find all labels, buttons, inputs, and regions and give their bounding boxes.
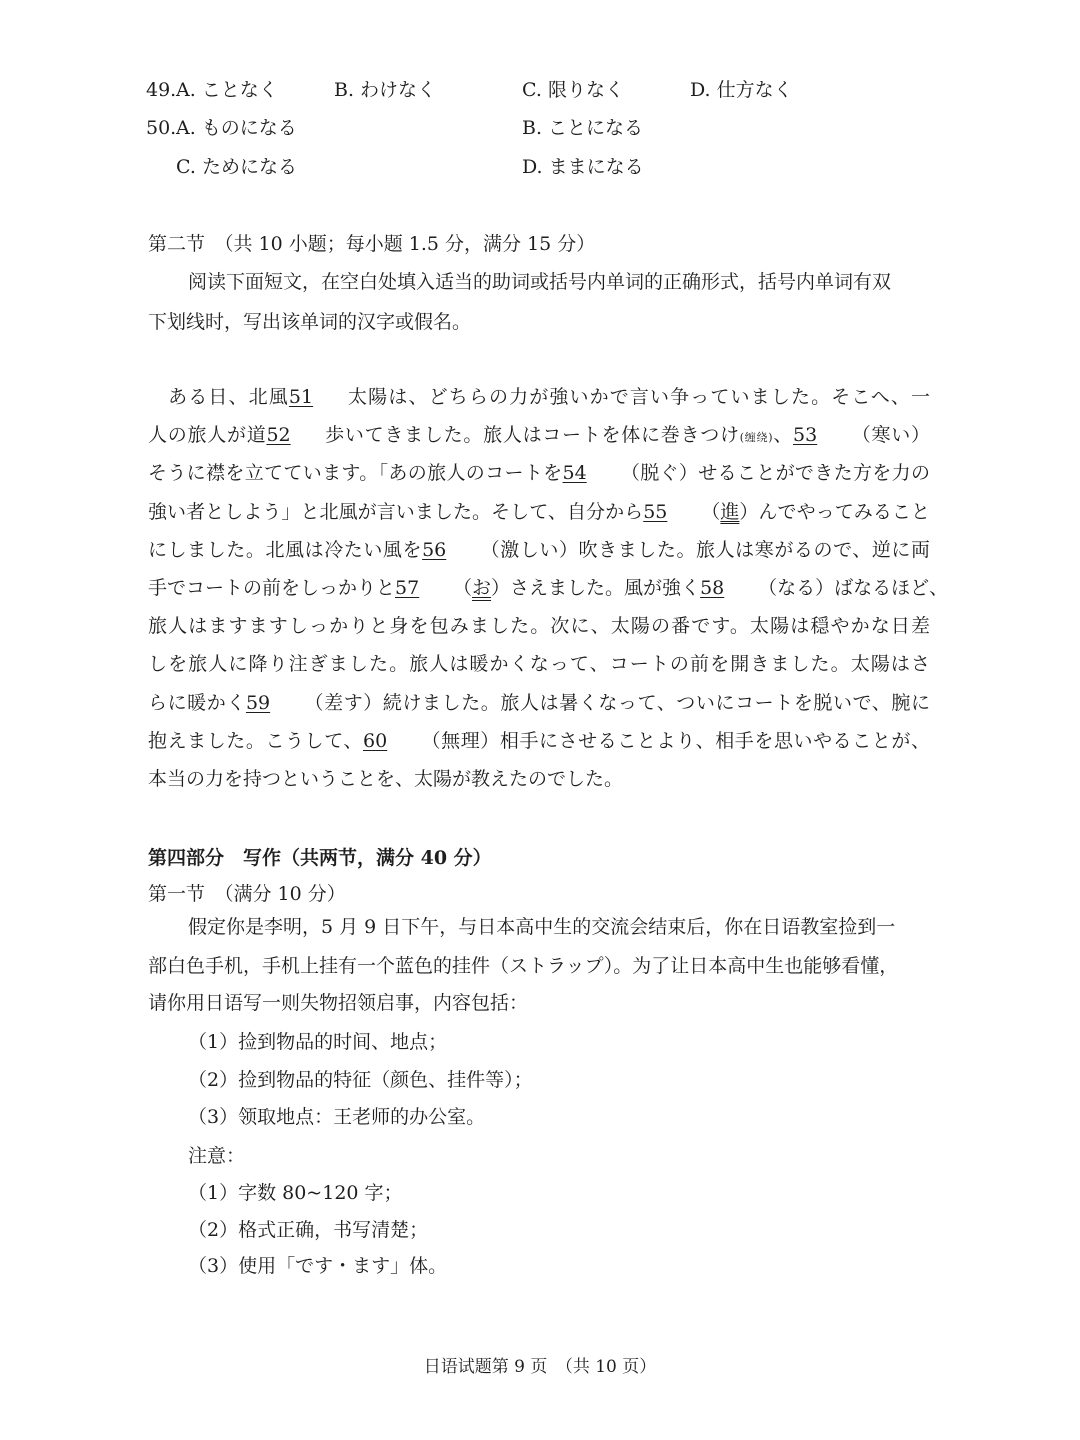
blank-55: 55	[643, 500, 668, 523]
note-2: （2）格式正确，书写清楚；	[188, 1219, 429, 1241]
q50-option-c: C. ためになる	[176, 156, 297, 178]
writing-prompt-1: 假定你是李明，5 月 9 日下午，与日本高中生的交流会结束后，你在日语教室捡到一	[188, 916, 896, 938]
cloze-passage	[148, 378, 949, 798]
requirement-1: （1）捡到物品的时间、地点；	[188, 1031, 448, 1053]
blank-59: 59	[245, 691, 271, 714]
passage-line-5: にしました。北風は冷たい風を56 （激しい）吹きました。旅人は寒がるので、逆に両	[148, 531, 930, 569]
blank-56: 56	[422, 538, 447, 561]
section2-instructions-1: 阅读下面短文，在空白处填入适当的助词或括号内单词的正确形式，括号内单词有双	[188, 271, 892, 293]
blank-51: 51	[288, 386, 314, 408]
gloss-note: (缠绕)	[739, 431, 773, 445]
passage-line-4: 強い者としよう」と北風が言いました。そして、自分から55 （進）んでやってみること	[148, 493, 930, 531]
requirement-3: （3）领取地点：王老师的办公室。	[188, 1106, 486, 1128]
passage-line-6: 手でコートの前をしっかりと57 （お）さえました。風が強く58 （なる）ばなるほど、	[148, 569, 930, 607]
note-3: （3）使用「です・ます」体。	[188, 1255, 448, 1277]
section2-instructions-2: 下划线时，写出该单词的汉字或假名。	[148, 311, 472, 333]
q49-option-b: B. わけなく	[334, 79, 437, 101]
passage-line-10: 抱えました。こうして、60 （無理）相手にさせることより、相手を思いやることが、	[148, 722, 930, 760]
note-label: 注意：	[188, 1145, 246, 1167]
blank-57: 57	[395, 576, 420, 599]
part4-heading: 第四部分 写作（共两节，满分 40 分）	[148, 847, 492, 869]
blank-54: 54	[562, 462, 587, 485]
blank-53: 53	[793, 424, 818, 447]
q50-option-b: B. ことになる	[522, 117, 644, 139]
q49-option-c: C. 限りなく	[522, 79, 624, 101]
q49-number: 49.	[146, 79, 177, 101]
q50-option-a: A. ものになる	[176, 117, 297, 139]
q50-option-d: D. ままになる	[522, 156, 644, 178]
blank-60: 60	[362, 729, 388, 752]
passage-line-9: らに暖かく59 （差す）続けました。旅人は暑くなって、ついにコートを脱いで、腕に	[148, 684, 930, 722]
page-footer: 日语试题第 9 页 （共 10 页）	[423, 1357, 657, 1377]
q49-option-a: A. ことなく	[176, 79, 278, 101]
passage-line-7: 旅人はますますしっかりと身を包みました。次に、太陽の番です。太陽は穏やかな日差	[148, 615, 930, 638]
writing-prompt-2: 部白色手机，手机上挂有一个蓝色的挂件（ストラップ）。为了让日本高中生也能够看懂，	[148, 955, 899, 977]
section2-heading: 第二节 （共 10 小题；每小题 1.5 分，满分 15 分）	[148, 233, 596, 255]
note-1: （1）字数 80~120 字；	[188, 1182, 403, 1204]
blank-58: 58	[700, 576, 725, 599]
passage-line-8: しを旅人に降り注ぎました。旅人は暖かくなって、コートの前を開きました。太陽はさ	[148, 653, 930, 676]
passage-line-1: ある日、北風51 太陽は、どちらの力が強いかで言い争っていました。そこへ、一	[148, 378, 930, 416]
writing-prompt-3: 请你用日语写一则失物招领启事，内容包括：	[148, 992, 529, 1014]
passage-line-2: 人の旅人が道52 歩いてきました。旅人はコートを体に巻きつけ(缠绕)、53 （寒い）	[148, 416, 930, 454]
blank-52: 52	[266, 424, 291, 447]
q50-number: 50.	[146, 117, 177, 139]
q49-option-d: D. 仕方なく	[690, 79, 793, 101]
part4-section1: 第一节 （满分 10 分）	[148, 883, 346, 905]
passage-line-3: そうに襟を立てています。「あの旅人のコートを54 （脱ぐ）せることができた方を力の	[148, 454, 930, 492]
requirement-2: （2）捡到物品的特征（颜色、挂件等）；	[188, 1069, 533, 1091]
passage-line-11: 本当の力を持つということを、太陽が教えたのでした。	[148, 767, 624, 790]
